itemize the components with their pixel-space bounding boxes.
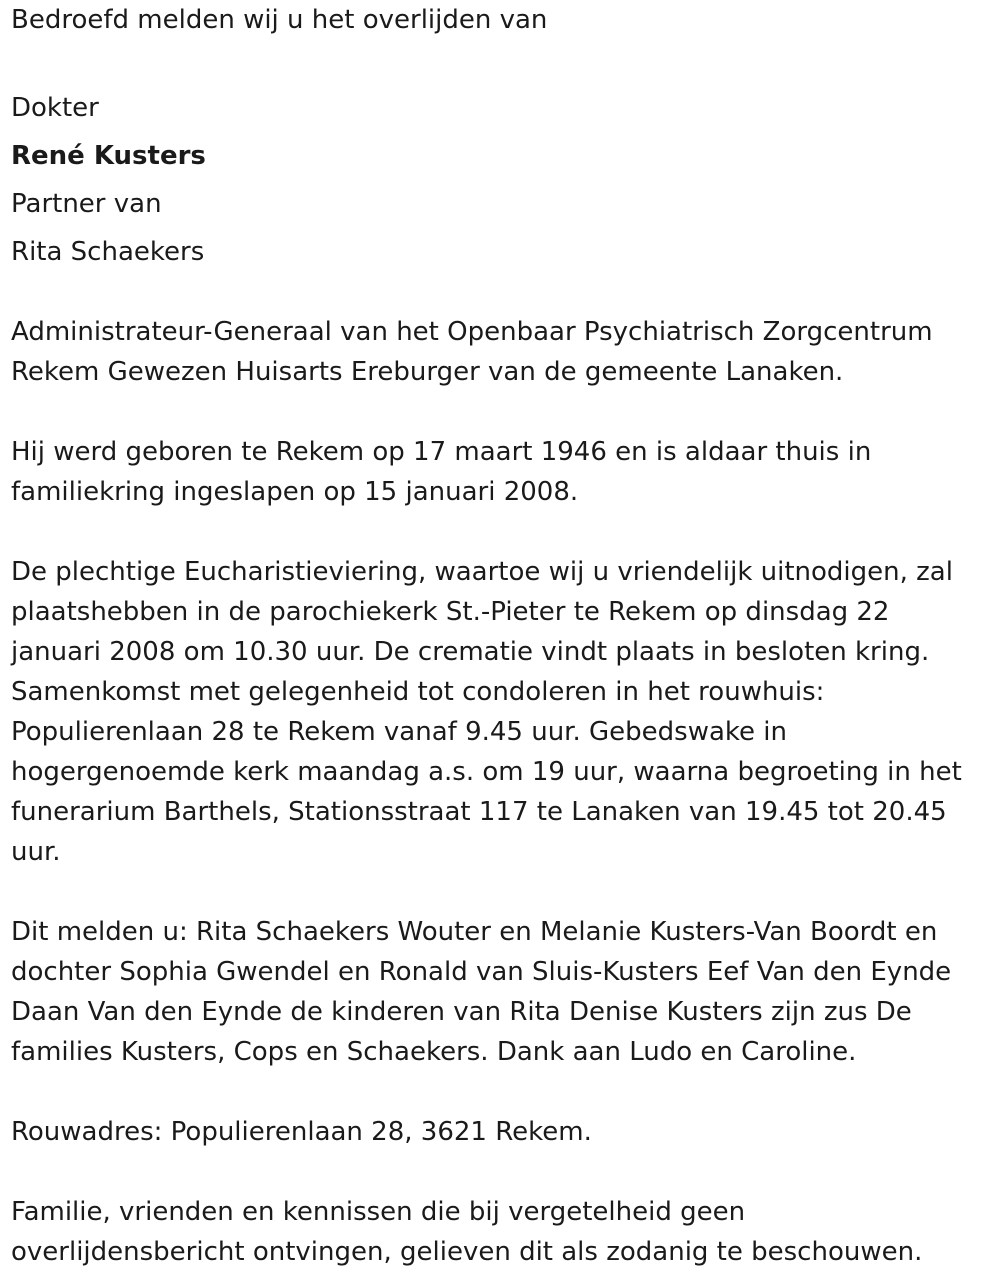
roles-line: Administrateur-Generaal van het Openbaar Psychiatrisch Zorgcentrum [11,317,933,347]
birth-death-line: familiekring ingeslapen op 15 januari 2008. [11,477,579,507]
ceremony-line: hogergenoemde kerk maandag a.s. om 19 uur, waarna begroeting in het [11,757,962,787]
announcers-line: Dit melden u: Rita Schaekers Wouter en Melanie Kusters-Van Boordt en [11,917,938,947]
spacer [11,1152,991,1192]
ceremony-line: funerarium Barthels, Stationsstraat 117 te Lanaken van 19.45 tot 20.45 [11,797,947,827]
ceremony-line: Samenkomst met gelegenheid tot condoleren in het rouwhuis: [11,677,825,707]
announcers-line: families Kusters, Cops en Schaekers. Dank aan Ludo en Caroline. [11,1037,857,1067]
spacer [11,872,991,912]
ceremony-line: plaatshebben in de parochiekerk St.-Pieter te Rekem op dinsdag 22 [11,597,890,627]
spacer [11,272,991,312]
title-prefix: Dokter [11,93,99,123]
ceremony-line: De plechtige Eucharistieviering, waartoe wij u vriendelijk uitnodigen, zal [11,557,953,587]
partner-name: Rita Schaekers [11,237,205,267]
spacer [11,512,991,552]
closing-line: Familie, vrienden en kennissen die bij vergetelheid geen [11,1197,746,1227]
obituary-document [11,0,991,1272]
announcers-line: dochter Sophia Gwendel en Ronald van Sluis-Kusters Eef Van den Eynde [11,957,952,987]
announcers-line: Daan Van den Eynde de kinderen van Rita Denise Kusters zijn zus De [11,997,912,1027]
spacer [11,40,991,80]
closing-line: overlijdensbericht ontvingen, gelieven dit als zodanig te beschouwen. [11,1237,923,1267]
ceremony-line: Populierenlaan 28 te Rekem vanaf 9.45 uur. Gebedswake in [11,717,788,747]
spacer [11,392,991,432]
deceased-name: René Kusters [11,141,206,171]
ceremony-line: uur. [11,837,61,867]
spacer [11,1072,991,1112]
roles-line: Rekem Gewezen Huisarts Ereburger van de gemeente Lanaken. [11,357,844,387]
intro-text: Bedroefd melden wij u het overlijden van [11,5,548,35]
ceremony-line: januari 2008 om 10.30 uur. De crematie vindt plaats in besloten kring. [11,637,930,667]
address-line: Rouwadres: Populierenlaan 28, 3621 Rekem. [11,1117,592,1147]
partner-label: Partner van [11,189,162,219]
birth-death-line: Hij werd geboren te Rekem op 17 maart 1946 en is aldaar thuis in [11,437,872,467]
